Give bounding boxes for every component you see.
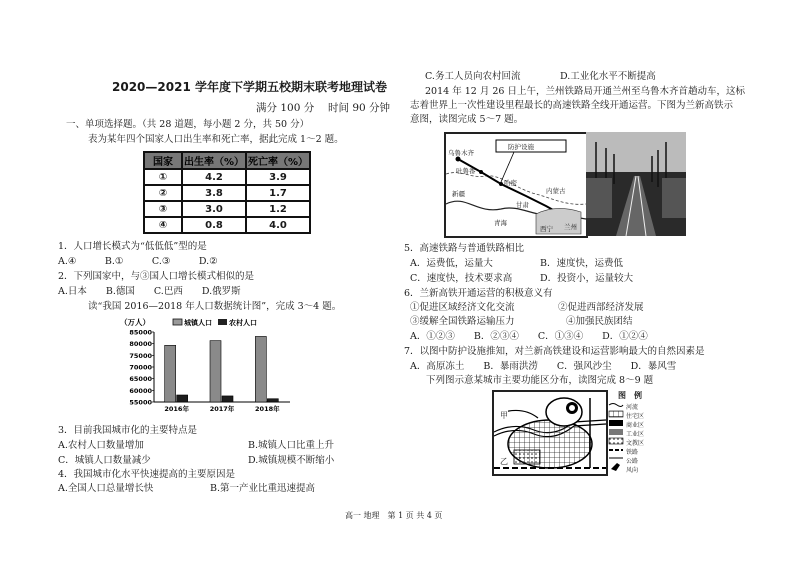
legend-title: 图 例 (618, 391, 642, 400)
question-2-options: A.日本 B.德国 C.巴西 D.俄罗斯 (58, 286, 241, 297)
legend-item: 住宅区 (626, 413, 645, 420)
table-cell: ③ (144, 201, 182, 217)
legend-swatches (608, 401, 624, 473)
legend-swatch-urban (173, 319, 182, 325)
map-label-hami: 哈密 (504, 179, 517, 187)
header-birth-rate: 出生率（%） (182, 152, 246, 169)
table-cell: 1.2 (246, 201, 310, 217)
map-label-turpan: 吐鲁番 (456, 167, 476, 175)
header-death-rate: 死亡率（%） (246, 152, 310, 169)
rail-map (444, 132, 588, 238)
city-legend (608, 390, 664, 474)
city-map-drawing (494, 392, 606, 474)
rail-intro-line-3: 意图，读图完成 5～7 题。 (410, 114, 524, 125)
question-6-item-3: ③缓解全国铁路运输压力 (410, 316, 515, 327)
table-cell: ② (144, 185, 182, 201)
question-2: 2．下列国家中，与③国人口增长模式相似的是 (58, 271, 255, 282)
legend-item: 公路 (626, 458, 639, 465)
legend-item: 商业区 (626, 422, 645, 429)
page-footer: 高一 地理 第 1 页 共 4 页 (345, 511, 443, 520)
city-map (492, 390, 608, 476)
question-3-option-c: C．城镇人口数量减少 (58, 455, 151, 466)
table-row (144, 169, 310, 185)
bar-rural (222, 396, 233, 402)
legend-item: 风向 (626, 467, 639, 474)
question-7: 7．以图中防护设施推知，对兰新高铁建设和运营影响最大的自然因素是 (404, 346, 705, 357)
question-3-option-a: A.农村人口数量增加 (58, 440, 144, 451)
y-tick-label: 85000 (129, 328, 152, 337)
map-label-xinjiang: 新疆 (452, 190, 465, 198)
city-label-jia: 甲 (500, 411, 508, 420)
x-tick-label: 2017年 (209, 405, 235, 413)
map-label-urumqi: 乌鲁木齐 (448, 149, 474, 157)
population-chart (120, 316, 300, 416)
table-cell: ④ (144, 217, 182, 233)
rail-intro-line-2: 志着世界上一次性建设里程最长的高速铁路全线开通运营。下图为兰新高铁示 (410, 100, 734, 111)
legend-swatch-rural (218, 319, 227, 325)
railway-photo (586, 132, 686, 236)
table-cell: 0.8 (182, 217, 246, 233)
question-5: 5．高速铁路与普通铁路相比 (404, 243, 525, 254)
x-tick-label: 2018年 (255, 405, 280, 413)
map-label-inner-mongolia: 内蒙古 (546, 187, 566, 195)
map-label-protection: 防护设施 (508, 143, 534, 151)
question-4: 4．我国城市化水平快速提高的主要原因是 (58, 469, 236, 480)
rail-intro-line-1: 2014 年 12 月 26 日上午，兰州铁路局开通兰州至乌鲁木齐首趟动车，这标 (425, 86, 745, 97)
question-7-options: A．高原冻土 B．暴雨洪涝 C．强风沙尘 D．暴风雪 (410, 361, 677, 372)
y-tick-label: 75000 (129, 351, 152, 360)
question-4-option-a: A.全国人口总量增长快 (58, 483, 154, 494)
table-header-row (144, 152, 310, 169)
question-6: 6．兰新高铁开通运营的积极意义有 (404, 288, 553, 299)
map-label-xining: 西宁 (540, 225, 553, 233)
question-5-option-b: B．速度快，运费低 (540, 258, 623, 269)
question-1: 1．人口增长模式为“低低低”型的是 (58, 241, 207, 252)
table-cell: 4.0 (246, 217, 310, 233)
legend-item: 河流 (626, 404, 639, 411)
legend-item: 铁路 (626, 449, 639, 456)
legend-item: 工业区 (626, 431, 645, 438)
table-cell: 4.2 (182, 169, 246, 185)
question-5-option-d: D．投资小，运量较大 (540, 273, 634, 284)
question-6-item-4: ④加强民族团结 (566, 316, 633, 327)
table-cell: 3.8 (182, 185, 246, 201)
question-5-option-c: C．速度快，技术要求高 (410, 273, 513, 284)
legend-label-urban: 城镇人口 (184, 319, 212, 327)
chart-intro: 读“我国 2016—2018 年人口数据统计图”，完成 3～4 题。 (88, 301, 342, 312)
table-cell: 1.7 (246, 185, 310, 201)
y-tick-label: 70000 (129, 363, 152, 372)
city-intro: 下列图示意某城市主要功能区分布，读图完成 8～9 题 (426, 375, 654, 386)
map-label-lanzhou: 兰州 (564, 223, 577, 231)
question-3-option-b: B.城镇人口比重上升 (248, 440, 335, 451)
map-label-qinghai: 青海 (494, 219, 507, 227)
table-row (144, 185, 310, 201)
score-line: 满分 100 分 (256, 102, 315, 114)
question-4-option-d: D.工业化水平不断提高 (560, 71, 656, 82)
table-cell: 3.9 (246, 169, 310, 185)
time-line: 时间 90 分钟 (328, 102, 391, 114)
y-tick-label: 55000 (129, 398, 152, 407)
map-label-gansu: 甘肃 (516, 201, 529, 209)
city-label-yi: 乙 (500, 457, 508, 466)
question-3: 3．目前我国城市化的主要特点是 (58, 425, 198, 436)
question-5-option-a: A．运费低，运量大 (410, 258, 493, 269)
bar-urban (165, 345, 176, 402)
y-tick-label: 80000 (129, 340, 152, 349)
bar-rural (177, 395, 188, 402)
question-1-options: A.④ B.① C.③ D.② (58, 256, 218, 267)
bar-rural (267, 399, 278, 402)
question-6-options: A．①②③ B．②③④ C．①③④ D．①②④ (410, 331, 648, 342)
question-6-item-2: ②促进西部经济发展 (558, 302, 644, 313)
railway-photo-drawing (586, 132, 686, 236)
exam-title: 2020—2021 学年度下学期五校期末联考地理试卷 (112, 80, 387, 94)
table-cell: ① (144, 169, 182, 185)
y-tick-label: 60000 (129, 386, 152, 395)
table-row (144, 201, 310, 217)
question-6-item-1: ①促进区域经济文化交流 (410, 302, 515, 313)
bar-urban (255, 336, 266, 402)
legend-label-rural: 农村人口 (229, 319, 257, 327)
header-country: 国家 (144, 152, 182, 169)
bar-urban (210, 341, 221, 402)
section-heading: 一、单项选择题。（共 28 道题，每小题 2 分，共 50 分） (66, 119, 310, 130)
question-3-option-d: D.城镇规模不断缩小 (248, 455, 335, 466)
question-4-option-c: C.务工人员向农村回流 (425, 71, 521, 82)
x-tick-label: 2016年 (164, 405, 189, 413)
question-4-option-b: B.第一产业比重迅速提高 (210, 483, 316, 494)
y-tick-label: 65000 (129, 375, 152, 384)
table-cell: 3.0 (182, 201, 246, 217)
rates-table (143, 151, 311, 234)
table-intro: 表为某年四个国家人口出生率和死亡率，据此完成 1～2 题。 (88, 134, 344, 145)
y-axis-unit: （万人） (120, 318, 150, 327)
table-row (144, 217, 310, 233)
legend-item: 文教区 (626, 440, 645, 447)
